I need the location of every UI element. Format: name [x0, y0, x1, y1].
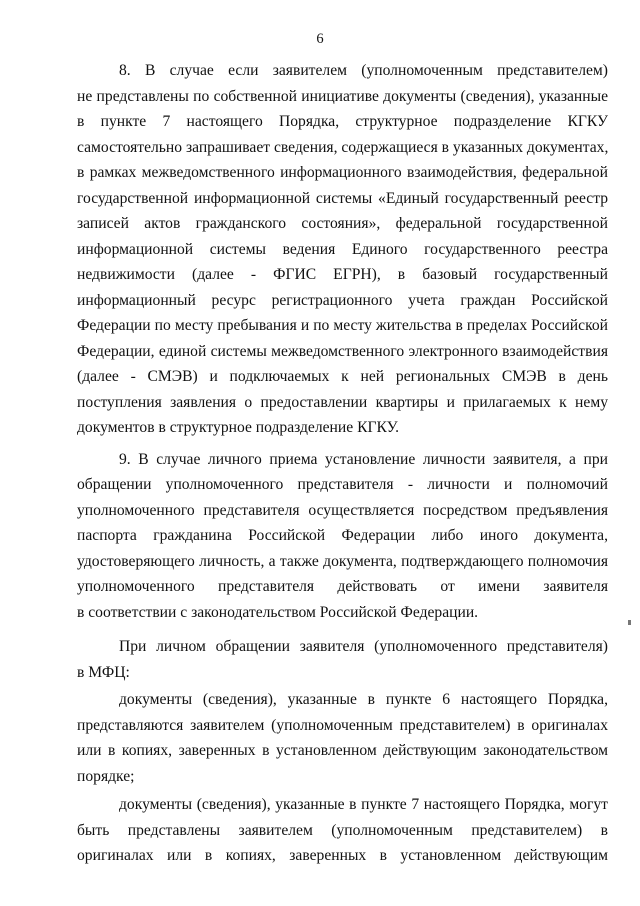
text-line: быть представлены заявителем (уполномоченным представителем) в [77, 821, 608, 839]
text-line: 8. В случае если заявителем (уполномоченным представителем) [119, 62, 608, 79]
text-line: записей актов гражданского состояния», федеральной государственной [77, 215, 608, 232]
paragraph-documents-p6 [77, 687, 608, 789]
text-line: или в копиях, заверенных в установленном действующим законодательством [77, 742, 608, 759]
text-line: Федерации, единой системы межведомственного электронного взаимодействия [77, 342, 608, 360]
paragraph-documents-p7 [77, 792, 608, 869]
text-line: удостоверяющего личность, а также документа, подтверждающего полномочия [77, 552, 608, 570]
text-line: паспорта гражданина Российской Федерации либо иного документа, [77, 527, 608, 544]
text-line: самостоятельно запрашивает сведения, содержащиеся в указанных документах, [77, 138, 609, 156]
text-line: не представлены по собственной инициативе документы (сведения), указанные [77, 87, 608, 105]
text-line: документы (сведения), указанные в пункте 7 настоящего Порядка, могут [119, 796, 608, 813]
margin-mark [628, 620, 631, 625]
text-line: уполномоченного представителя действовать от имени заявителя [77, 578, 608, 595]
text-line: документов в структурное подразделение КГКУ. [77, 419, 399, 436]
text-line: информационной системы ведения Единого государственного реестра [77, 240, 608, 258]
text-line: Федерации по месту пребывания и по месту жительства в пределах Российской [77, 317, 608, 334]
paragraph-mfc-intro [77, 634, 608, 685]
text-line: недвижимости (далее - ФГИС ЕГРН), в базовый государственный [77, 266, 608, 283]
text-line: в рамках межведомственного информационного взаимодействия, федеральной [77, 164, 608, 181]
text-line: поступления заявления о предоставлении квартиры и прилагаемых к нему [77, 393, 608, 411]
text-line: в соответствии с законодательством Российской Федерации. [77, 603, 479, 621]
text-line: обращении уполномоченного представителя - личности и полномочий [77, 476, 608, 493]
text-line: (далее - СМЭВ) и подключаемых к ней региональных СМЭВ в день [77, 368, 608, 385]
paragraph-8 [77, 58, 608, 441]
page-number: 6 [316, 31, 324, 47]
text-line: оригиналах или в копиях, заверенных в установленном действующим [77, 847, 608, 864]
text-line: документы (сведения), указанные в пункте 6 настоящего Порядка, [119, 691, 608, 708]
text-line: уполномоченного представителя осуществляется посредством предъявления [77, 501, 608, 519]
text-line: представляются заявителем (уполномоченным представителем) в оригиналах [77, 716, 608, 734]
text-line: 9. В случае личного приема установление личности заявителя, а при [119, 450, 608, 468]
text-line: порядке; [77, 767, 135, 785]
text-line: государственной информационной системы «Единый государственный реестр [77, 189, 608, 207]
text-line: в МФЦ: [77, 663, 130, 681]
text-line: в пункте 7 настоящего Порядка, структурное подразделение КГКУ [77, 113, 608, 130]
text-line: При личном обращении заявителя (уполномоченного представителя) [119, 638, 608, 655]
document-body [77, 58, 608, 869]
paragraph-9 [77, 447, 608, 626]
text-line: информационный ресурс регистрационного учета граждан Российской [77, 291, 608, 309]
